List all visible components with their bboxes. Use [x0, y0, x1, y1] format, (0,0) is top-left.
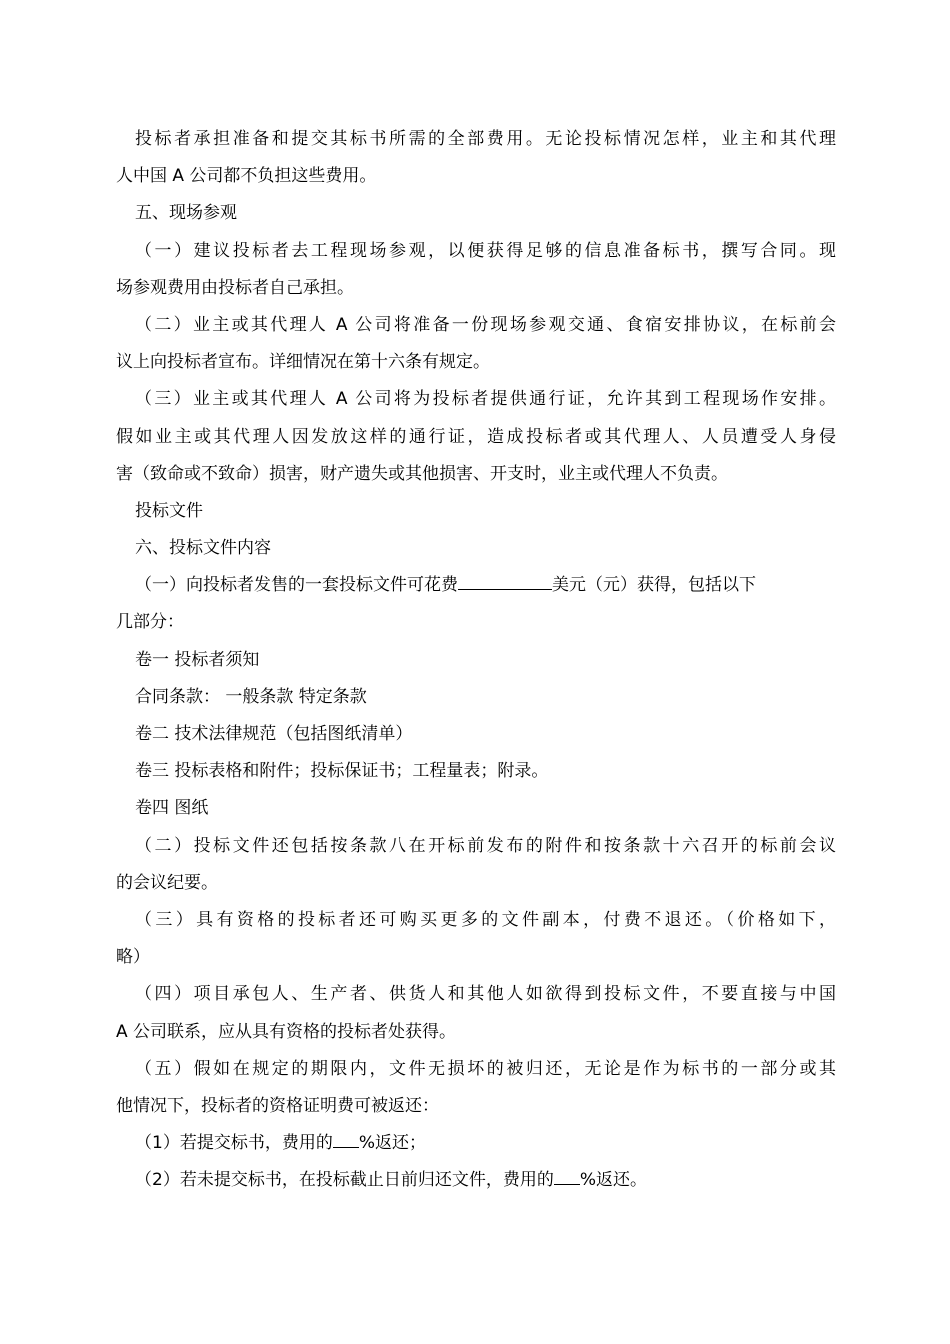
paragraph-line: （三）业主或其代理人 A 公司将为投标者提供通行证，允许其到工程现场作安排。: [135, 389, 836, 410]
paragraph-text: %返还；: [358, 1133, 426, 1154]
paragraph-line: 的会议纪要。: [116, 872, 218, 893]
paragraph-text: 美元（元）获得，包括以下: [552, 575, 756, 596]
section-heading: 五、现场参观: [135, 203, 237, 224]
fill-in-blank: [333, 1127, 359, 1148]
paragraph-text: （2）若未提交标书，在投标截止日前归还文件，费用的: [135, 1170, 554, 1191]
paragraph-line: 几部分：: [116, 612, 184, 633]
paragraph-line: 假如业主或其代理人因发放这样的通行证，造成投标者或其代理人、人员遭受人身侵: [116, 426, 836, 447]
paragraph-line: 人中国 A 公司都不负担这些费用。: [116, 166, 377, 187]
paragraph-line: A 公司联系，应从具有资格的投标者处获得。: [116, 1021, 457, 1042]
section-heading: 六、投标文件内容: [135, 538, 271, 559]
paragraph-line: （二）业主或其代理人 A 公司将准备一份现场参观交通、食宿安排协议，在标前会: [135, 314, 836, 335]
paragraph-line: 议上向投标者宣布。详细情况在第十六条有规定。: [116, 352, 490, 373]
paragraph-line: （四）项目承包人、生产者、供货人和其他人如欲得到投标文件，不要直接与中国: [135, 984, 836, 1005]
volume-item: 卷一 投标者须知: [135, 649, 260, 670]
volume-item: 合同条款： 一般条款 特定条款: [135, 686, 367, 707]
paragraph-text: %返还。: [579, 1170, 647, 1191]
volume-item: 卷二 技术法律规范（包括图纸清单）: [135, 724, 413, 744]
paragraph-line: 场参观费用由投标者自己承担。: [116, 277, 354, 298]
paragraph-line: 他情况下，投标者的资格证明费可被返还：: [116, 1095, 439, 1116]
paragraph-line: （二）投标文件还包括按条款八在开标前发布的附件和按条款十六召开的标前会议: [135, 835, 836, 856]
paragraph-line: 害（致命或不致命）损害，财产遗失或其他损害、开支时，业主或代理人不负责。: [116, 463, 728, 484]
document-body: [116, 121, 836, 1199]
paragraph-line: （五）假如在规定的期限内，文件无损坏的被归还，无论是作为标书的一部分或其: [135, 1058, 836, 1079]
paragraph-line: 投标者承担准备和提交其标书所需的全部费用。无论投标情况怎样，业主和其代理: [135, 129, 836, 149]
volume-item: 卷四 图纸: [135, 798, 209, 819]
paragraph-line: [116, 1162, 836, 1199]
fill-in-blank: [554, 1164, 580, 1185]
paragraph-line: 略）: [116, 947, 150, 968]
paragraph-line: [116, 1125, 836, 1162]
paragraph-text: （1）若提交标书，费用的: [135, 1133, 333, 1154]
fill-in-blank: [458, 569, 552, 590]
paragraph-line: （三）具有资格的投标者还可购买更多的文件副本，付费不退还。（价格如下，: [135, 909, 836, 930]
volume-item: 卷三 投标表格和附件；投标保证书；工程量表；附录。: [135, 761, 549, 782]
section-heading: 投标文件: [135, 500, 203, 521]
paragraph-line: （一）建议投标者去工程现场参观，以便获得足够的信息准备标书，撰写合同。现: [135, 240, 836, 261]
paragraph-line: [116, 567, 836, 604]
paragraph-text: （一）向投标者发售的一套投标文件可花费: [135, 575, 458, 596]
